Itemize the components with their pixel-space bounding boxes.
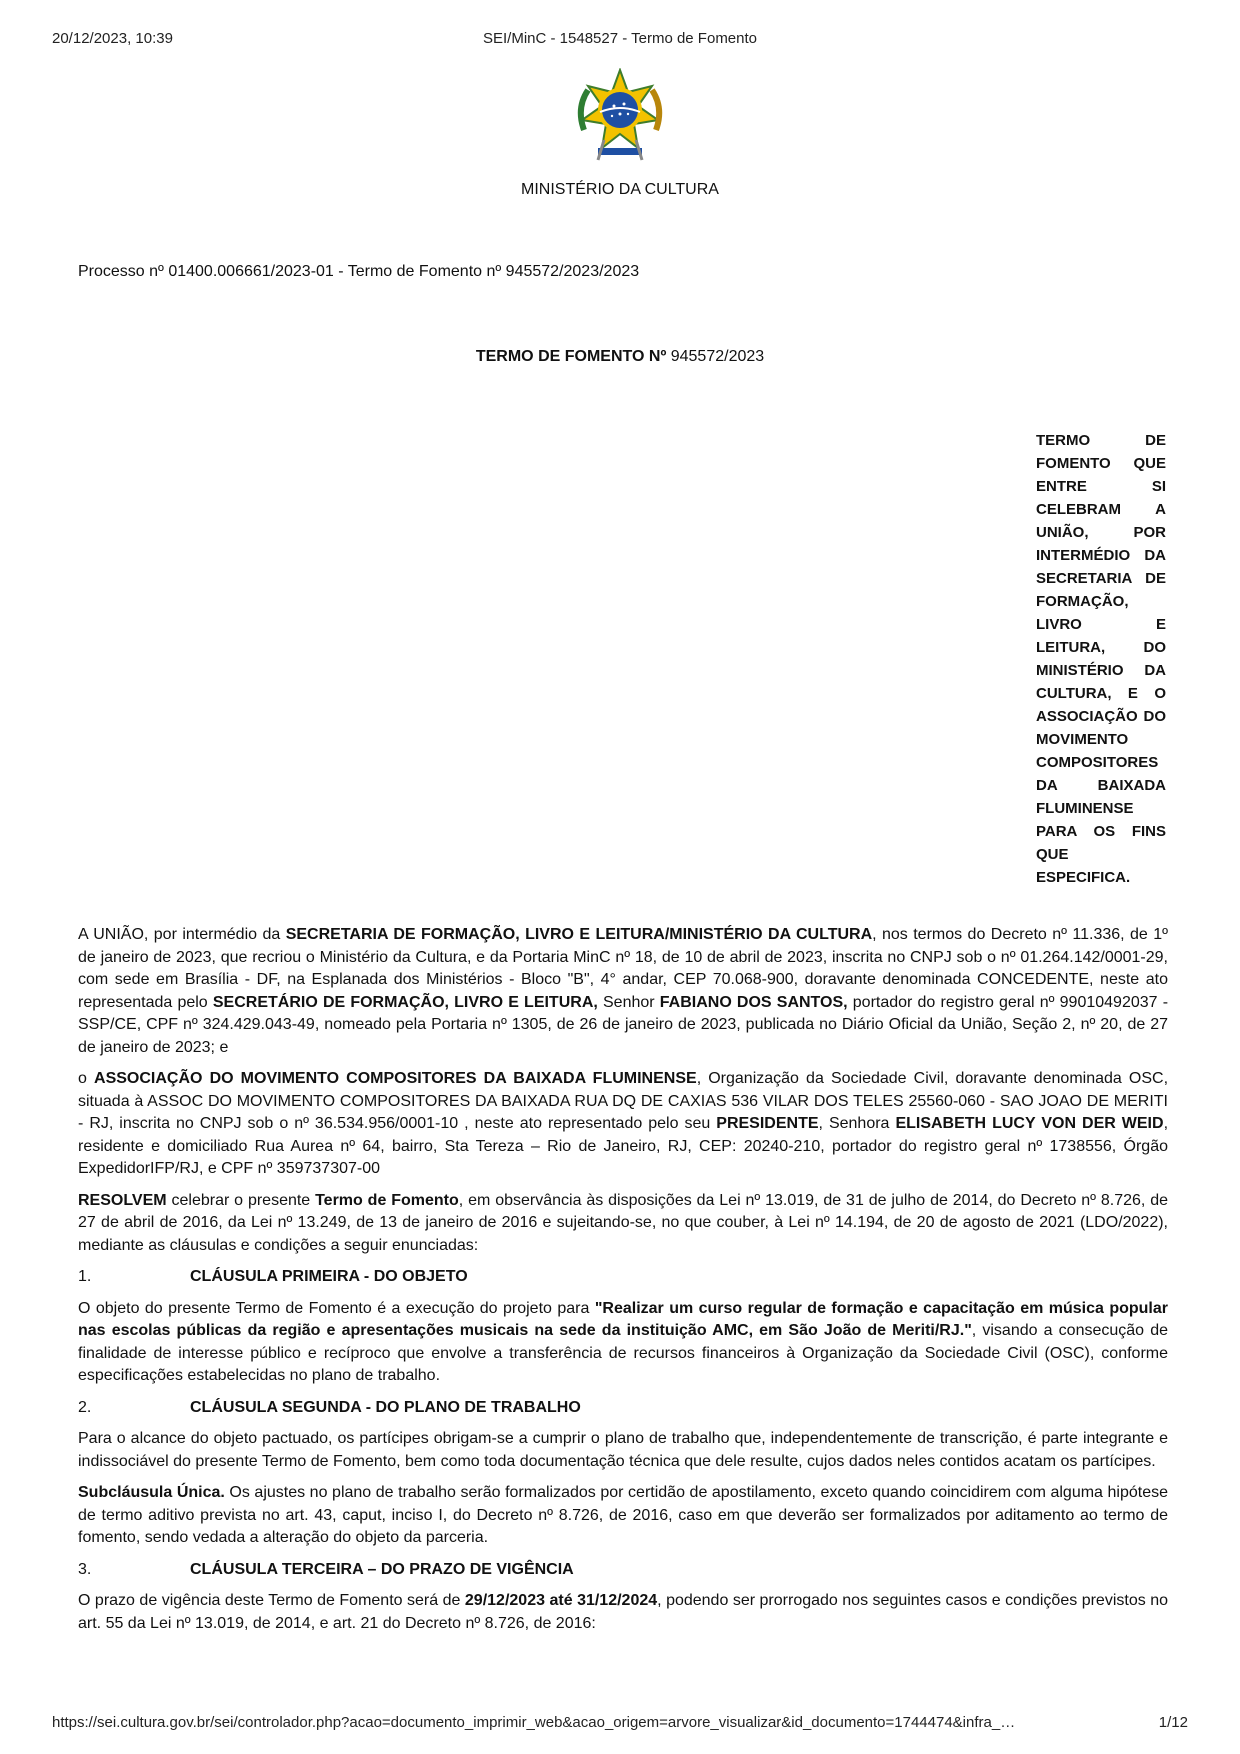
text-run: Senhor — [597, 993, 660, 1011]
page-number: 1/12 — [1158, 1714, 1188, 1731]
clause-number: 1. — [78, 1268, 92, 1285]
paragraph-vigencia — [78, 1590, 1168, 1635]
text-run: portador do registro geral nº 99010492037 - SSP/CE, CPF nº 324.429.043-49, nomeado pela Portaria nº 1305, de 26 de janeiro de 2023, publicada no Diário Oficial da União, Seção 2, nº 20, de 27 de janeiro de 2023; e — [78, 993, 1169, 1056]
text-run: , Organização da Sociedade Civil, doravante denominada OSC, situada à ASSOC DO MOVIMENTO COMPOSITORES DA BAIXADA RUA DQ DE CAXIAS 536 VILAR DOS TELES 25560-060 - SAO JOAO DE MERITI - RJ, inscrita no CNPJ sob o nº 36.534.956/0001-10 , neste ato representado pelo seu — [78, 1070, 1169, 1132]
text-run-bold: ELISABETH LUCY VON DER WEID — [895, 1115, 1164, 1132]
print-url: https://sei.cultura.gov.br/sei/controlador.php?acao=documento_imprimir_web&acao_origem=arvore_visualizar&id_documento=1744474&infra_… — [52, 1714, 1016, 1731]
ementa: TERMO DE FOMENTO QUE ENTRE SI CELEBRAM A UNIÃO, POR INTERMÉDIO DA SECRETARIA DE FORMAÇÃO, LIVRO E LEITURA, DO MINISTÉRIO DA CULTURA, E O ASSOCIAÇÃO DO MOVIMENTO COMPOSITORES DA BAIXADA FLUMINENSE PARA OS FINS QUE ESPECIFICA. — [1036, 432, 1166, 886]
text-run: , Senhora — [818, 1115, 896, 1132]
document-title — [0, 345, 1240, 368]
text-run: A UNIÃO, por intermédio da — [78, 926, 286, 943]
text-run-bold: FABIANO DOS SANTOS, — [659, 993, 848, 1011]
text-run: , nos termos do Decreto nº 11.336, de 1º de janeiro de 2023, que recriou o Ministério da Cultura, e da Portaria MinC nº 18, de 10 de abril de 2023, inscrita no CNPJ sob o nº 01.264.142/0001-29, com sede em Brasília - DF, na Esplanada dos Ministérios - Bloco "B", 4° andar, CEP 70.068-900, doravante denominada CONCEDENTE, neste ato representada pelo — [78, 926, 1168, 1011]
paragraph-subclausula — [78, 1482, 1168, 1550]
text-run: , em observância às disposições da Lei nº 13.019, de 31 de julho de 2014, do Decreto nº 8.726, de 27 de abril de 2016, da Lei nº 13.249, de 13 de janeiro de 2016 e sujeitando-se, no que couber, à Lei nº 14.194, de 20 de agosto de 2021 (LDO/2022), mediante as cláusulas e condições a seguir enunciadas: — [78, 1191, 1169, 1254]
clause-number: 3. — [78, 1560, 92, 1578]
paragraph-resolvem — [78, 1190, 1168, 1258]
text-run-bold: "Realizar um curso regular de formação e capacitação em música popular nas escolas públicas da região e apresentações musicais na sede da instituição AMC, em São João de Meriti/RJ." — [78, 1299, 1168, 1339]
text-run: Os ajustes no plano de trabalho serão formalizados por certidão de apostilamento, exceto quando coincidirem com alguma hipótese de termo aditivo prevista no art. 43, caput, inciso I, do Decreto nº 8.726, de 2016, caso em que deverão ser formalizados por aditamento ao termo de fomento, sendo vedada a alteração do objeto da parceria. — [78, 1484, 1168, 1546]
text-run: , podendo ser prorrogado nos seguintes casos e condições previstos no art. 55 da Lei nº 13.019, de 2014, e art. 21 do Decreto nº 8.726, de 2016: — [78, 1592, 1168, 1632]
document-body — [78, 924, 1168, 1644]
print-footer — [52, 1714, 1188, 1734]
paragraph-concedente — [78, 924, 1168, 1059]
text-run: O prazo de vigência deste Termo de Fomento será de — [78, 1592, 465, 1609]
text-run-bold: Termo de Fomento — [315, 1191, 459, 1209]
text-run: o — [78, 1070, 95, 1087]
print-datetime: 20/12/2023, 10:39 — [52, 30, 173, 47]
ministry-name: MINISTÉRIO DA CULTURA — [521, 181, 719, 198]
clause-title: CLÁUSULA SEGUNDA - DO PLANO DE TRABALHO — [190, 1398, 581, 1416]
text-run: celebrar o presente — [166, 1191, 316, 1209]
text-run-bold: PRESIDENTE — [716, 1115, 819, 1132]
text-run-bold: Subcláusula Única. — [78, 1484, 225, 1501]
clause-heading — [78, 1559, 1168, 1582]
text-run-bold: ASSOCIAÇÃO DO MOVIMENTO COMPOSITORES DA BAIXADA FLUMINENSE — [94, 1070, 697, 1087]
clause-heading — [78, 1397, 1168, 1420]
text-run: O objeto do presente Termo de Fomento é a execução do projeto para — [78, 1299, 595, 1317]
paragraph-objeto — [78, 1298, 1168, 1388]
document-title-number: 945572/2023 — [666, 348, 765, 365]
clause-title: CLÁUSULA TERCEIRA – DO PRAZO DE VIGÊNCIA — [190, 1560, 574, 1578]
clause-number: 2. — [78, 1398, 92, 1416]
text-run-bold: SECRETÁRIO DE FORMAÇÃO, LIVRO E LEITURA, — [212, 993, 598, 1011]
document-title-label: TERMO DE FOMENTO Nº — [475, 348, 667, 365]
clause-title: CLÁUSULA PRIMEIRA - DO OBJETO — [190, 1268, 468, 1285]
text-run: , residente e domiciliado Rua Aurea nº 64, bairro, Sta Tereza – Rio de Janeiro, RJ, CEP: 20240-210, portador do registro geral nº 1738556, Órgão ExpedidorIFP/RJ, e CPF nº 359737307-00 — [78, 1115, 1169, 1177]
clause-heading — [78, 1266, 1168, 1289]
text-run-bold: SECRETARIA DE FORMAÇÃO, LIVRO E LEITURA/MINISTÉRIO DA CULTURA — [285, 926, 873, 943]
paragraph-plano: Para o alcance do objeto pactuado, os partícipes obrigam-se a cumprir o plano de trabalho que, independentemente de transcrição, é parte integrante e indissociável do presente Termo de Fomento, bem como toda documentação técnica que dele resulte, cujos dados neles contidos acatam os partícipes. — [78, 1430, 1168, 1470]
text-run-bold: 29/12/2023 até 31/12/2024 — [464, 1592, 658, 1609]
print-page-title: SEI/MinC - 1548527 - Termo de Fomento — [482, 30, 758, 47]
process-number: Processo nº 01400.006661/2023-01 - Termo de Fomento nº 945572/2023/2023 — [78, 263, 640, 280]
print-header — [52, 30, 1188, 50]
paragraph-osc — [78, 1068, 1168, 1181]
brazil-coat-of-arms-icon — [568, 68, 672, 168]
text-run: , visando a consecução de finalidade de interesse público e recíproco que envolve a transferência de recursos financeiros à Organização da Sociedade Civil (OSC), conforme especificações estabelecidas no plano de trabalho. — [78, 1322, 1168, 1384]
text-run-bold: RESOLVEM — [78, 1191, 167, 1209]
